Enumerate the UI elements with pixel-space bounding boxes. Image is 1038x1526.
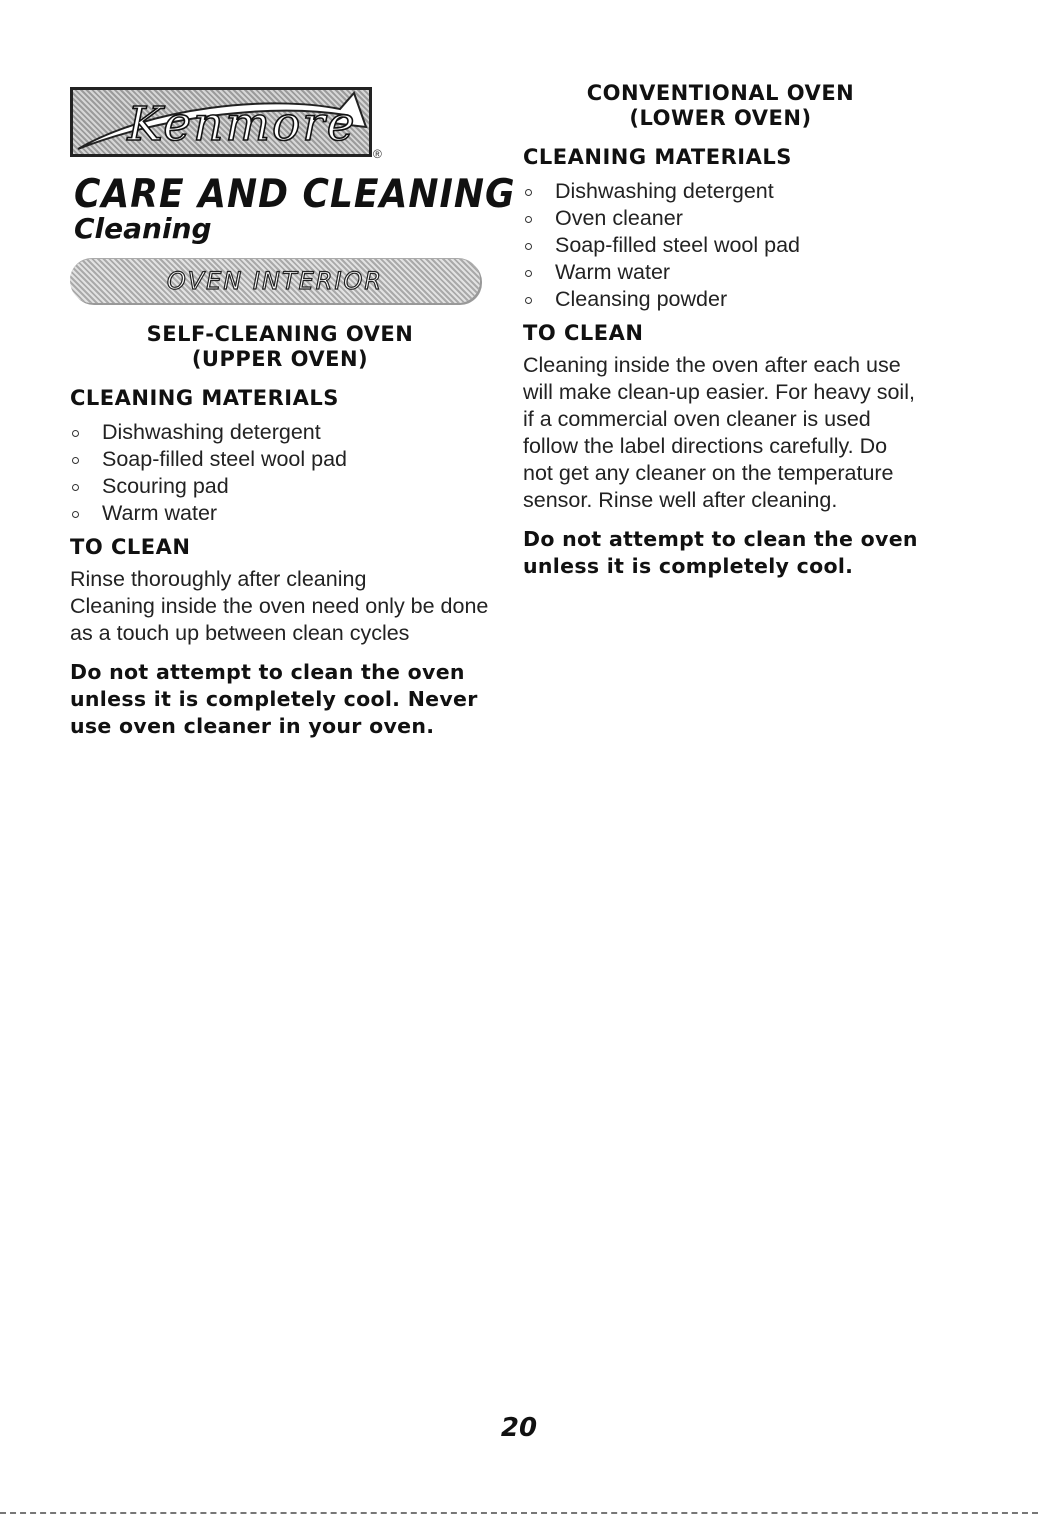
section-subtitle: Cleaning (74, 212, 212, 245)
oven-interior-tab (70, 258, 480, 303)
bullet-icon (72, 511, 79, 518)
list-item: Soap-filled steel wool pad (70, 446, 490, 473)
bullet-icon (525, 270, 532, 277)
conventional-oven-section (523, 81, 918, 580)
right-heading-line2: (LOWER OVEN) (629, 106, 812, 130)
left-heading-line1: SELF-CLEANING OVEN (146, 322, 414, 346)
right-warning: Do not attempt to clean the oven unless it is completely cool. (523, 527, 918, 578)
left-paragraph-2: Cleaning inside the oven need only be done as a touch up between clean cycles (70, 594, 489, 645)
registered-mark: ® (373, 147, 382, 161)
right-heading-line1: CONVENTIONAL OVEN (586, 81, 855, 105)
bullet-icon (525, 189, 532, 196)
list-item: Cleansing powder (523, 286, 918, 313)
page-number: 20 (500, 1413, 538, 1443)
left-to-clean-heading: TO CLEAN (70, 535, 191, 559)
bullet-icon (72, 430, 79, 437)
right-materials-heading: CLEANING MATERIALS (523, 145, 792, 169)
list-item: Warm water (523, 259, 918, 286)
right-to-clean-heading: TO CLEAN (523, 321, 644, 345)
page-bottom-rule (0, 1512, 1038, 1514)
bullet-icon (72, 484, 79, 491)
bullet-icon (72, 457, 79, 464)
bullet-icon (525, 243, 532, 250)
list-item: Warm water (70, 500, 490, 527)
right-paragraph: Cleaning inside the oven after each use will make clean-up easier. For heavy soil, if a commercial oven cleaner is used follow the label directions carefully. Do not get any cleaner on the temperature sensor. Rinse well after cleaning. (523, 353, 915, 512)
bullet-icon (525, 297, 532, 304)
self-cleaning-oven-section (70, 322, 490, 740)
left-heading-line2: (UPPER OVEN) (191, 347, 369, 371)
left-materials-heading: CLEANING MATERIALS (70, 386, 339, 410)
logo-wordmark: Kenmore (127, 97, 357, 152)
bullet-icon (525, 216, 532, 223)
left-materials-list (70, 419, 490, 527)
list-item: Dishwashing detergent (70, 419, 490, 446)
tab-label: OVEN INTERIOR (166, 267, 384, 295)
kenmore-logo (70, 87, 382, 161)
left-paragraph-1: Rinse thoroughly after cleaning (70, 567, 367, 591)
list-item: Oven cleaner (523, 205, 918, 232)
left-warning: Do not attempt to clean the oven unless it is completely cool. Never use oven cleaner in your oven. (70, 660, 478, 738)
right-materials-list (523, 178, 918, 313)
list-item: Dishwashing detergent (523, 178, 918, 205)
list-item: Soap-filled steel wool pad (523, 232, 918, 259)
list-item: Scouring pad (70, 473, 490, 500)
section-title: CARE AND CLEANING (74, 172, 516, 218)
